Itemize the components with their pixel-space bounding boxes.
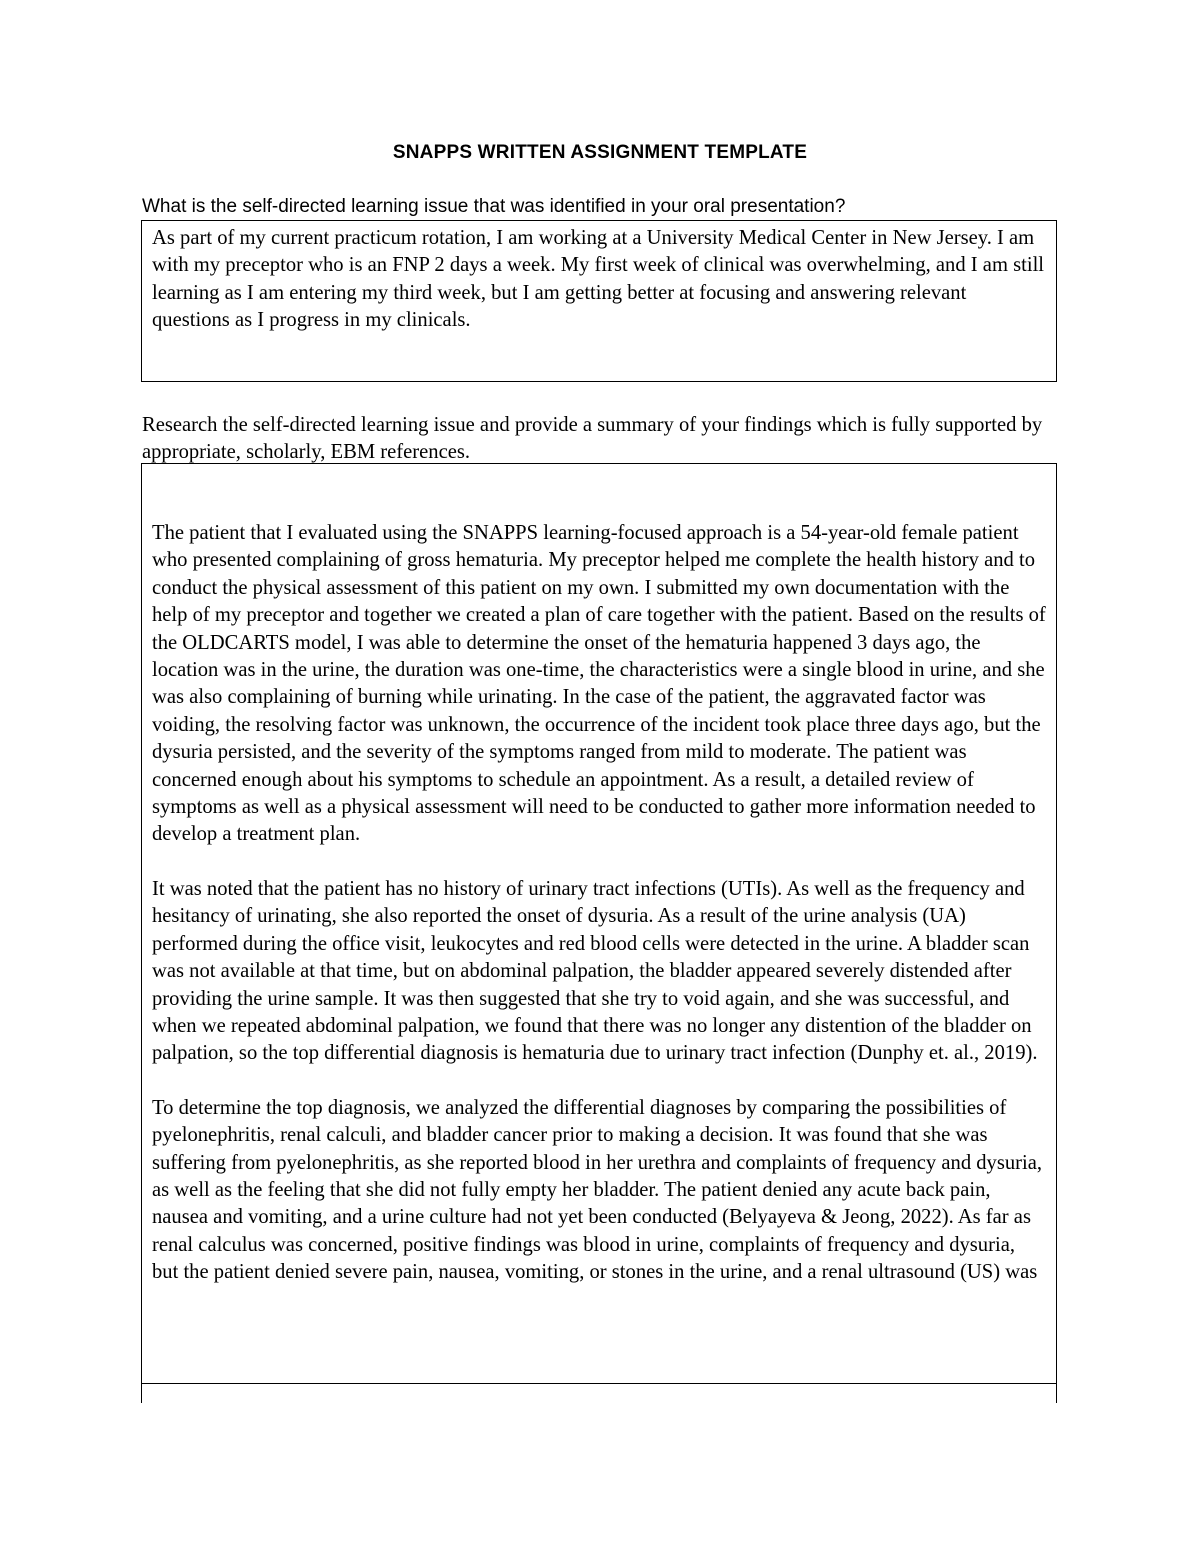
page-title: SNAPPS WRITTEN ASSIGNMENT TEMPLATE [392, 142, 808, 163]
answer-box-bottom-rule [141, 1383, 1057, 1384]
summary-paragraph: It was noted that the patient has no history of urinary tract infections (UTIs). As well as the frequency and hesitancy of urinating, she also reported the onset of dysuria. As a result of the urine analysis (UA) performed during the office visit, leukocytes and red blood cells were detected in the urine. A bladder scan was not available at that time, but on abdominal palpation, the bladder appeared severely distended after providing the urine sample. It was then suggested that she try to void again, and she was successful, and when we repeated abdominal palpation, we found that there was no longer any distention of the bladder on palpation, so the top differential diagnosis is hematuria due to urinary tract infection (Dunphy et. al., 2019). [152, 877, 1038, 1065]
question-research-summary: Research the self-directed learning issue and provide a summary of your findings which is fully supported by appropriate, scholarly, EBM references. [142, 414, 1043, 464]
answer-box-research-summary[interactable] [141, 463, 1057, 1403]
summary-paragraph: The patient that I evaluated using the SNAPPS learning-focused approach is a 54-year-old female patient who presented complaining of gross hematuria. My preceptor helped me complete the health history and to conduct the physical assessment of this patient on my own. I submitted my own documentation with the help of my preceptor and together we created a plan of care together with the patient. Based on the results of the OLDCARTS model, I was able to determine the onset of the hematuria happened 3 days ago, the location was in the urine, the duration was one-time, the characteristics were a single blood in urine, and she was also complaining of burning while urinating. In the case of the patient, the aggravated factor was voiding, the resolving factor was unknown, the occurrence of the incident took place three days ago, but the dysuria persisted, and the severity of the symptoms ranged from mild to moderate. The patient was concerned enough about his symptoms to schedule an appointment. As a result, a detailed review of symptoms as well as a physical assessment will need to be conducted to gather more information needed to develop a treatment plan. [152, 522, 1046, 846]
question-learning-issue: What is the self-directed learning issue that was identified in your oral presentation? [142, 196, 846, 217]
summary-paragraph: To determine the top diagnosis, we analyzed the differential diagnoses by comparing the possibilities of pyelonephritis, renal calculi, and bladder cancer prior to making a decision. It was found that she was suffering from pyelonephritis, as she reported blood in her urethra and complaints of frequency and dysuria, as well as the feeling that she did not fully empty her bladder. The patient denied any acute back pain, nausea and vomiting, and a urine culture had not yet been conducted (Belyayeva & Jeong, 2022). As far as renal calculus was concerned, positive findings was blood in urine, complaints of frequency and dysuria, but the patient denied severe pain, nausea, vomiting, or stones in the urine, and a renal ultrasound (US) was [152, 1096, 1043, 1284]
answer-box-learning-issue[interactable] [141, 220, 1057, 382]
answer-learning-issue-text: As part of my current practicum rotation, I am working at a University Medical Center in New Jersey. I am with my preceptor who is an FNP 2 days a week. My first week of clinical was overwhelming, and I am still learning as I am entering my third week, but I am getting better at focusing and answering relevant questions as I progress in my clinicals. [152, 227, 1045, 332]
